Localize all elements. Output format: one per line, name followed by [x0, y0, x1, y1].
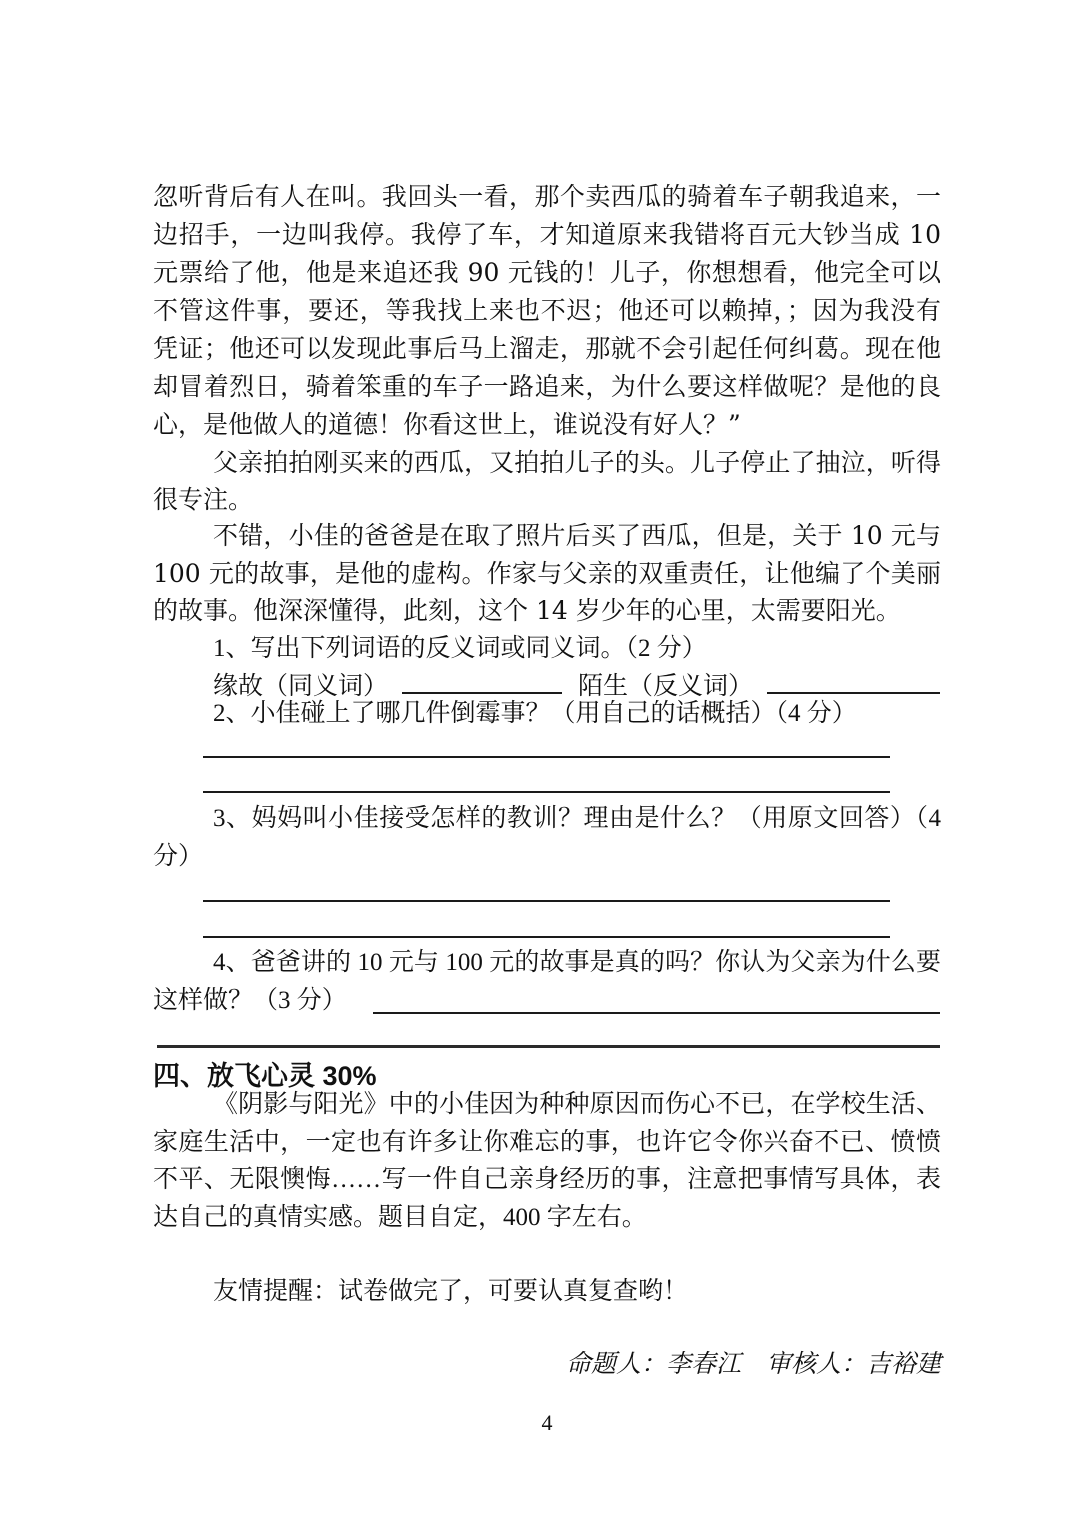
- question-4-line-1: 4、爸爸讲的 10 元与 100 元的故事是真的吗？你认为父亲为什么要: [213, 949, 941, 976]
- passage-line: 不错，小佳的爸爸是在取了照片后买了西瓜，但是，关于 10 元与: [213, 521, 941, 550]
- essay-prompt-line: 家庭生活中，一定也有许多让你难忘的事，也许它令你兴奋不已、愤愤: [153, 1129, 941, 1156]
- question-1-label: 1、写出下列词语的反义词或同义词。（2 分）: [213, 635, 707, 662]
- passage-line: 心，是他做人的道德！你看这世上，谁说没有好人？”: [153, 410, 741, 439]
- passage-line: 忽听背后有人在叫。我回头一看，那个卖西瓜的骑着车子朝我追来，一: [153, 182, 941, 211]
- answer-line: [203, 791, 890, 793]
- question-4-line-2: 这样做？（3 分）: [153, 987, 347, 1014]
- passage-line: 100 元的故事，是他的虚构。作家与父亲的双重责任，让他编了个美丽: [153, 559, 941, 588]
- answer-line: [203, 936, 890, 938]
- passage-line: 边招手，一边叫我停。我停了车，才知道原来我错将百元大钞当成 10: [153, 220, 941, 249]
- synonym-answer-blank: [402, 668, 562, 694]
- answer-line: [203, 756, 890, 758]
- essay-prompt-line: 达自己的真情实感。题目自定，400 字左右。: [153, 1204, 647, 1231]
- antonym-prompt: 陌生（反义词）: [578, 673, 754, 700]
- antonym-answer-blank: [767, 668, 940, 694]
- question-2-label: 2、小佳碰上了哪几件倒霉事？（用自己的话概括）（4 分）: [213, 700, 857, 727]
- text-block: [153, 0, 941, 1536]
- passage-line: 不管这件事，要还，等我找上来也不迟；他还可以赖掉，；因为我没有: [153, 296, 941, 325]
- passage-line: 元票给了他，他是来追还我 90 元钱的！儿子，你想想看，他完全可以: [153, 258, 941, 287]
- reminder-note: 友情提醒：试卷做完了，可要认真复查哟！: [213, 1276, 689, 1305]
- answer-line: [373, 1012, 940, 1014]
- passage-line: 很专注。: [153, 485, 254, 514]
- answer-line: [203, 900, 890, 902]
- passage-line: 却冒着烈日，骑着笨重的车子一路追来，为什么要这样做呢？是他的良: [153, 372, 941, 401]
- question-3-line-1: 3、妈妈叫小佳接受怎样的教训？理由是什么？（用原文回答）（4: [213, 805, 941, 832]
- essay-prompt-line: 不平、无限懊悔……写一件自己亲身经历的事，注意把事情写具体，表: [153, 1166, 941, 1193]
- passage-line: 的故事。他深深懂得，此刻，这个 14 岁少年的心里，太需要阳光。: [153, 596, 901, 625]
- section-4-heading: 四、放飞心灵 30%: [153, 1061, 377, 1091]
- answer-line-bold: [157, 1045, 940, 1048]
- credits-line: 命题人：李春江 审核人：吉裕建: [565, 1349, 941, 1378]
- question-3-line-2: 分）: [153, 843, 204, 870]
- essay-prompt-line: 《阴影与阳光》中的小佳因为种种原因而伤心不已，在学校生活、: [213, 1091, 941, 1118]
- passage-line: 父亲拍拍刚买来的西瓜，又拍拍儿子的头。儿子停止了抽泣，听得: [213, 448, 941, 477]
- synonym-prompt: 缘故（同义词）: [213, 673, 389, 700]
- passage-line: 凭证；他还可以发现此事后马上溜走，那就不会引起任何纠葛。现在他: [153, 334, 941, 363]
- page-number: 4: [541, 1410, 553, 1435]
